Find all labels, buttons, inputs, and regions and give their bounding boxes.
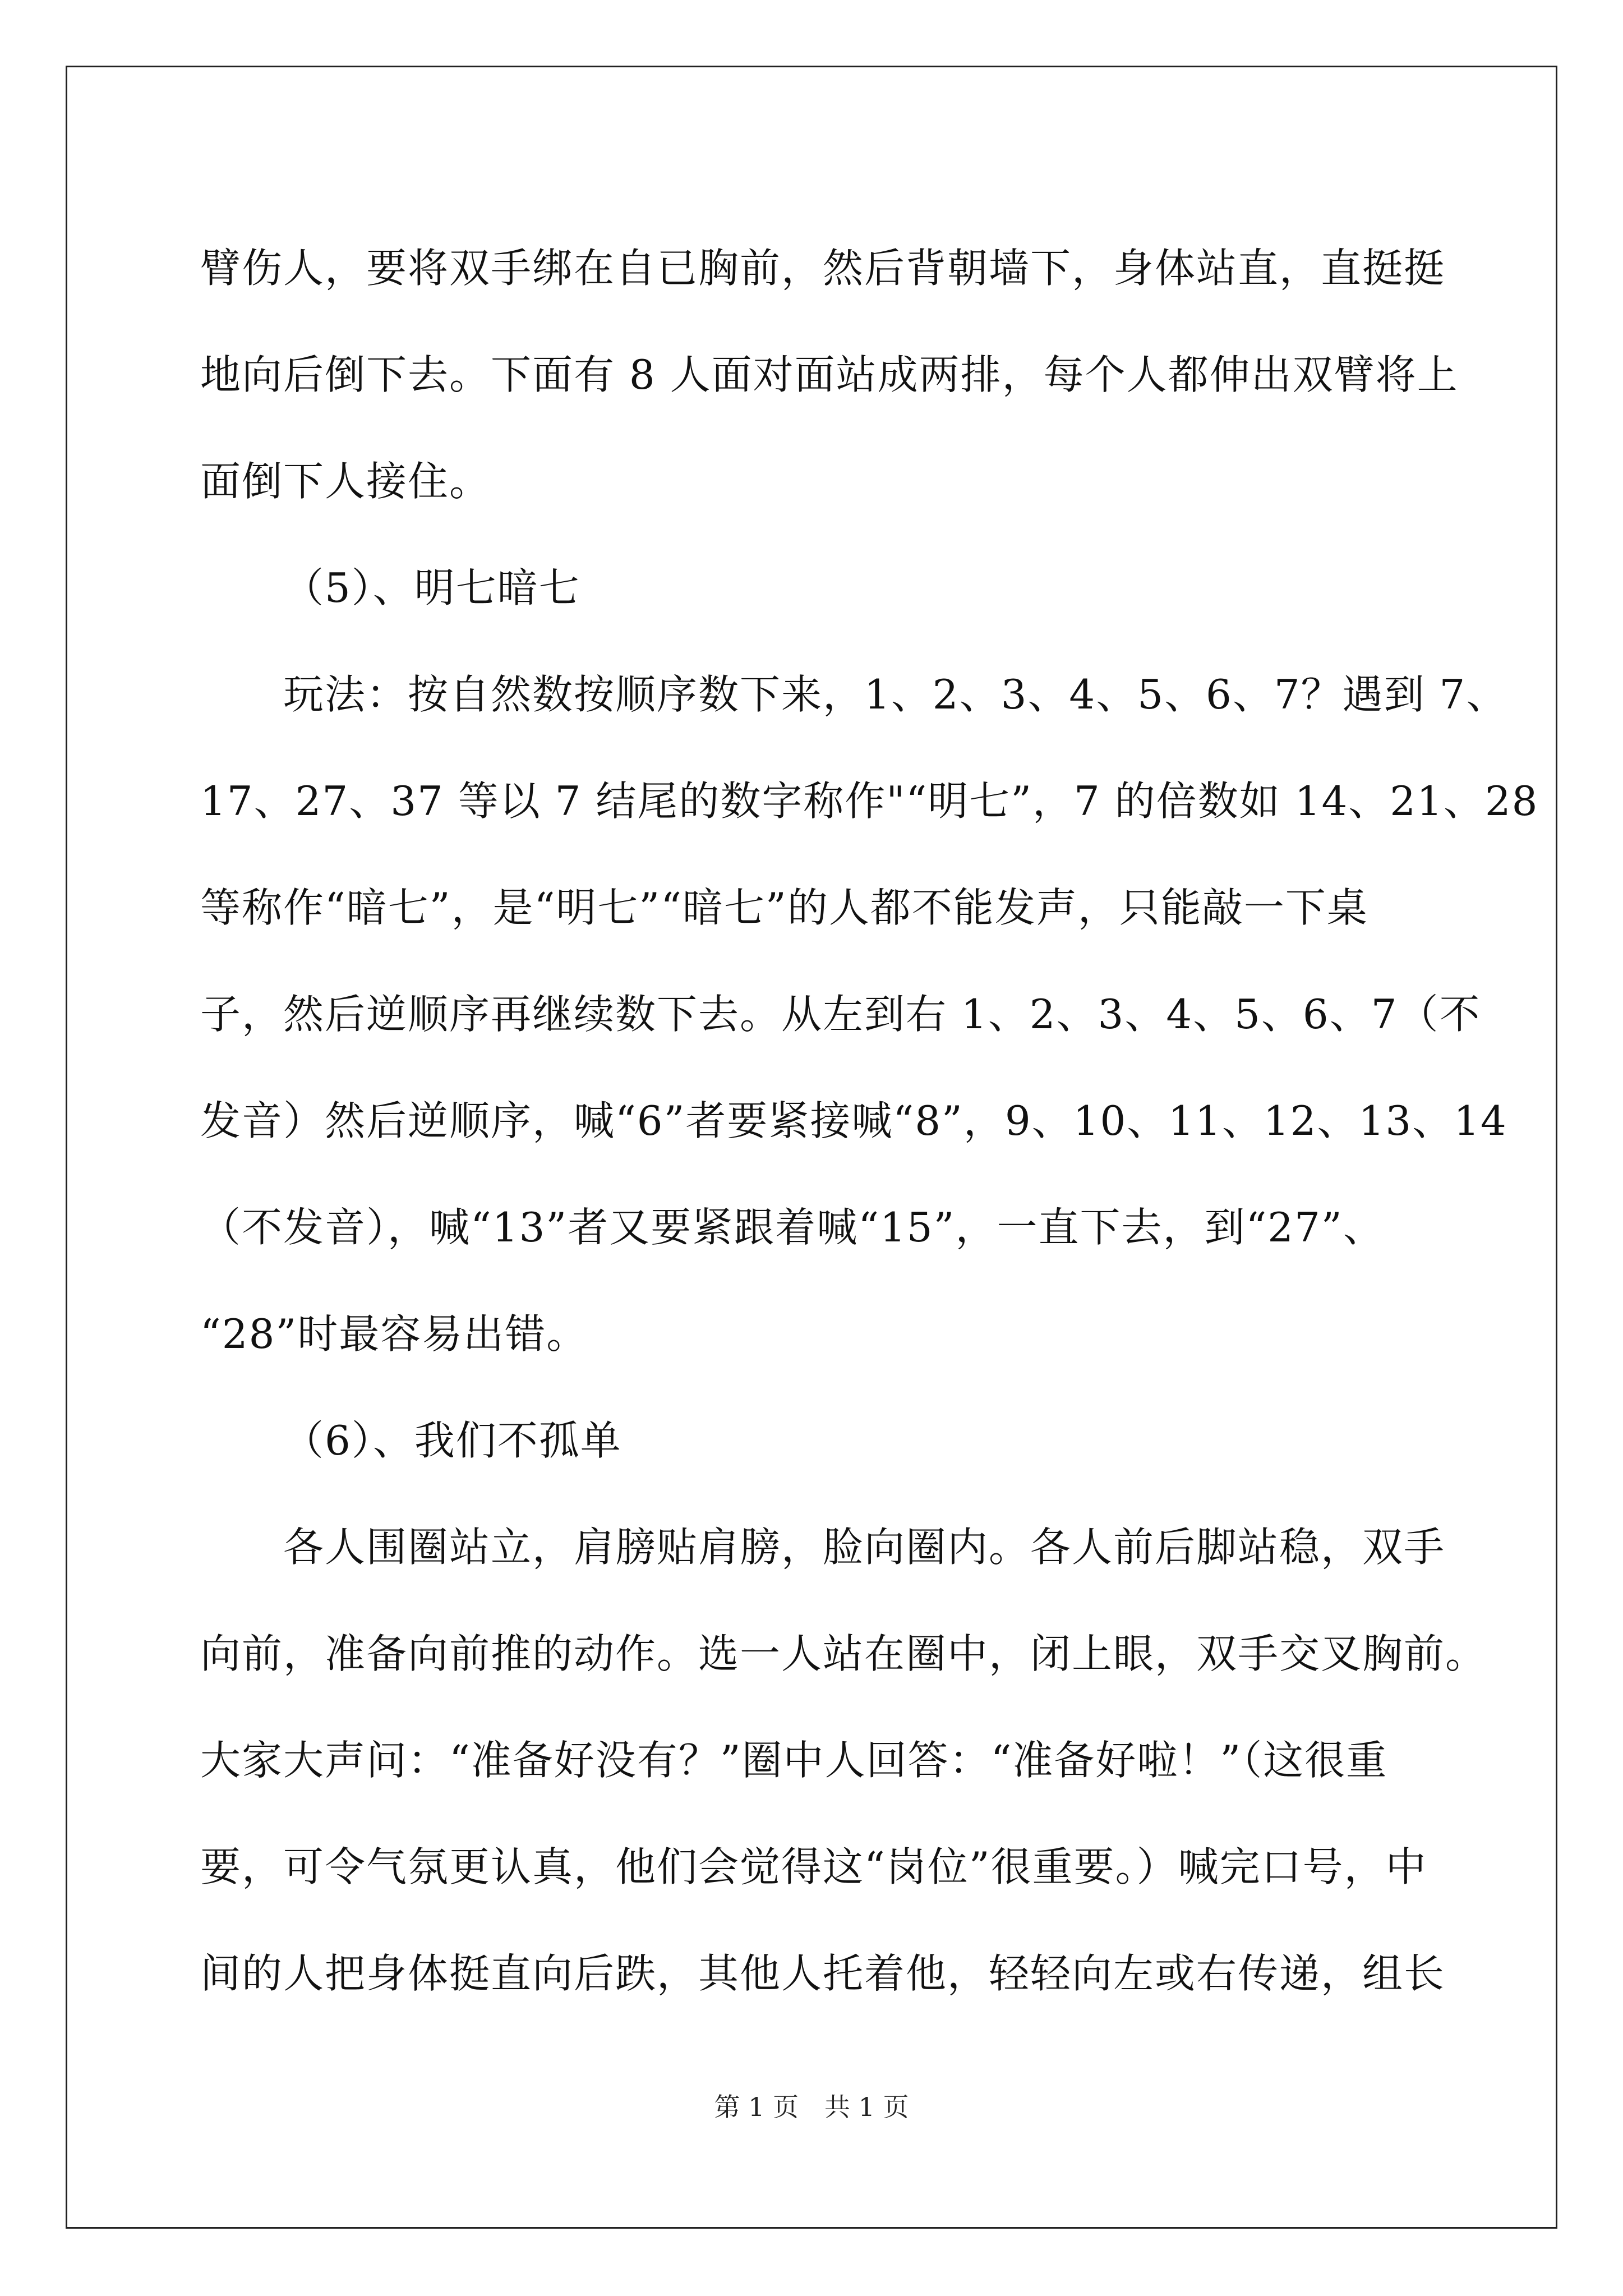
document-body <box>200 215 1539 2027</box>
section-heading-6: （6）、我们不孤单 <box>283 1417 622 1464</box>
body-line-10: （不发音），喊“13”者又要紧跟着喊“15”，一直下去，到“27”、 <box>200 1204 1385 1251</box>
body-line-14: 向前，准备向前推的动作。选一人站在圈中，闭上眼，双手交叉胸前。 <box>200 1630 1487 1677</box>
body-line-2: 地向后倒下去。下面有 8 人面对面站成两排，每个人都伸出双臂将上 <box>200 351 1459 398</box>
body-line-3: 面倒下人接住。 <box>200 458 491 505</box>
body-line-7: 等称作“暗七”，是“明七”“暗七”的人都不能发声，只能敲一下桌 <box>200 884 1368 931</box>
body-line-8: 子，然后逆顺序再继续数下去。从左到右 1、2、3、4、5、6、7（不 <box>200 991 1481 1038</box>
section-heading-5: （5）、明七暗七 <box>283 564 580 611</box>
body-line-13: 各人围圈站立，肩膀贴肩膀，脸向圈内。各人前后脚站稳，双手 <box>283 1524 1446 1571</box>
body-line-6: 17、27、37 等以 7 结尾的数字称作"“明七”，7 的倍数如 14、21、28 <box>200 777 1539 825</box>
body-line-9: 发音）然后逆顺序，喊“6”者要紧接喊“8”，9、10、11、12、13、14 <box>200 1097 1507 1144</box>
body-line-1: 臂伤人，要将双手绑在自已胸前，然后背朝墙下，身体站直，直挺挺 <box>200 245 1446 292</box>
body-line-17: 间的人把身体挺直向后跌，其他人托着他，轻轻向左或右传递，组长 <box>200 1950 1446 1997</box>
body-line-5: 玩法：按自然数按顺序数下来，1、2、3、4、5、6、7？遇到 7、 <box>283 671 1508 718</box>
body-line-16: 要，可令气氛更认真，他们会觉得这“岗位”很重要。）喊完口号，中 <box>200 1843 1427 1890</box>
page-footer: 第 1 页 共 1 页 <box>714 2092 909 2122</box>
body-line-15: 大家大声问：“准备好没有？”圈中人回答：“准备好啦！”（这很重 <box>200 1737 1388 1784</box>
body-line-11: “28”时最容易出错。 <box>200 1310 588 1358</box>
